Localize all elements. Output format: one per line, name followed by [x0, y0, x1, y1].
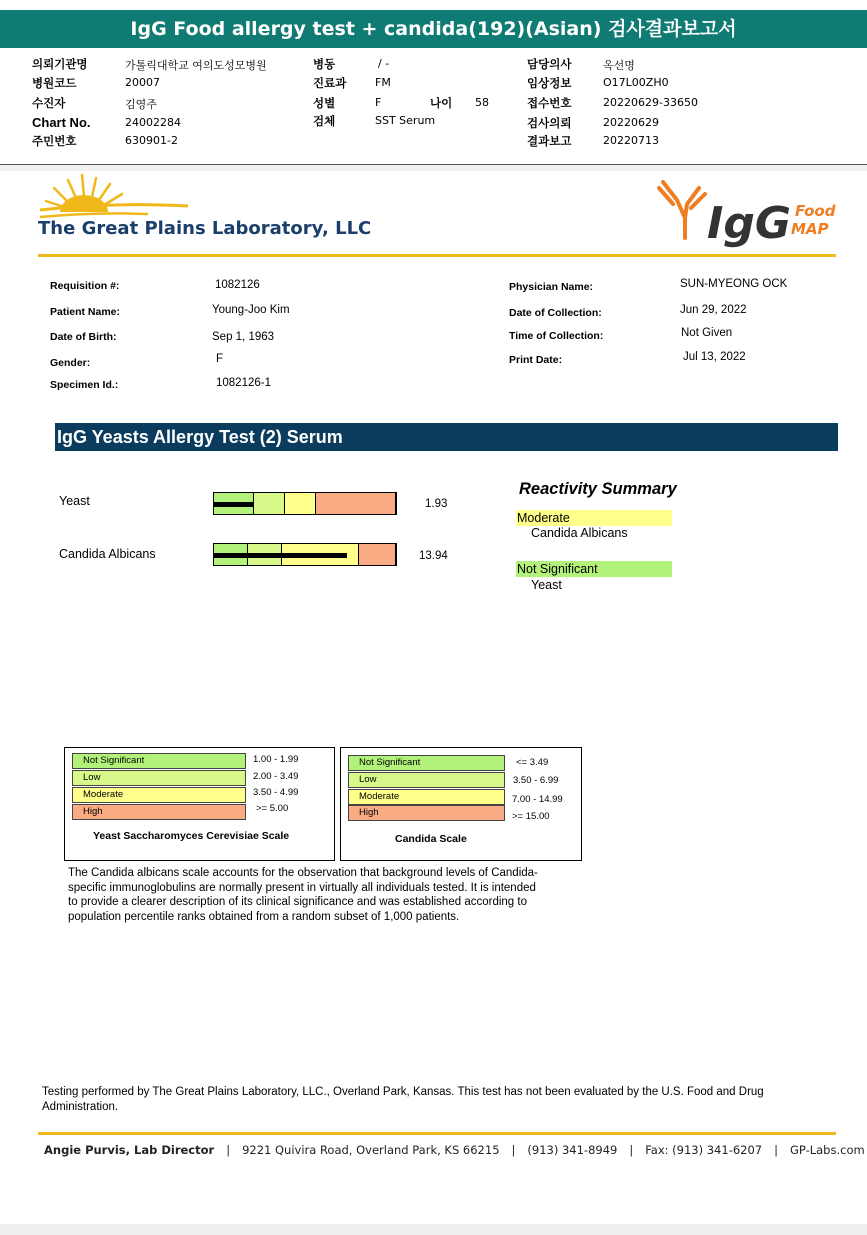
sex-value: F [375, 96, 382, 109]
print-date-value: Jul 13, 2022 [683, 351, 746, 363]
bar-seg-high [359, 544, 396, 565]
candida-scale-row: Not Significant [348, 755, 505, 771]
yeast-scale-row: Moderate [72, 787, 246, 803]
patient-kr-value: 김영주 [125, 98, 157, 111]
header-gap [0, 165, 867, 171]
specimen-id-label: Specimen Id.: [50, 379, 119, 391]
bar-seg-low [254, 493, 285, 514]
dept-value: FM [375, 76, 391, 89]
hospital-code-label: 병원코드 [32, 76, 77, 90]
requisition-label: Requisition #: [50, 280, 120, 292]
yeast-scale-row: Low [72, 770, 246, 786]
yeast-scale-range: 2.00 - 3.49 [253, 771, 299, 782]
candida-scale-range: 3.50 - 6.99 [513, 775, 559, 786]
result-fill-yeast [214, 502, 254, 507]
lab-name-logo-text: The Great Plains Laboratory, LLC [38, 218, 372, 239]
result-bar-yeast [213, 492, 397, 515]
clinical-info-label: 임상정보 [527, 76, 572, 90]
doctor-label: 담당의사 [527, 57, 572, 71]
result-value-candida: 13.94 [419, 550, 448, 562]
yeast-scale-range: 1.00 - 1.99 [253, 754, 299, 765]
report-title-bar: IgG Food allergy test + candida(192)(Asian) 검사결과보고서 [0, 10, 867, 48]
lab-footer [44, 1143, 865, 1157]
lab-director: Angie Purvis, Lab Director [44, 1143, 215, 1157]
doctor-value: 옥선명 [603, 59, 635, 72]
result-name-candida: Candida Albicans [59, 547, 156, 561]
specimen-kr-label: 검체 [313, 114, 336, 128]
footer-separator: | [226, 1143, 231, 1157]
footer-separator: | [511, 1143, 516, 1157]
requisition-value: 1082126 [215, 279, 260, 291]
lab-website-link[interactable]: GP-Labs.com [789, 1143, 865, 1157]
collection-time-label: Time of Collection: [509, 330, 604, 342]
footer-separator: | [774, 1143, 778, 1157]
report-date-value: 20220713 [603, 134, 659, 147]
patient-kr-label: 수진자 [32, 96, 66, 110]
resident-no-label: 주민번호 [32, 134, 77, 148]
lab-address: 9221 Quivira Road, Overland Park, KS 66215 [242, 1143, 500, 1157]
reactivity-summary-title: Reactivity Summary [519, 480, 677, 498]
logo-divider-line [38, 254, 836, 257]
summary-moderate-item: Candida Albicans [531, 526, 628, 540]
bar-seg-moderate [285, 493, 316, 514]
candida-scale-note: The Candida albicans scale accounts for the observation that background levels of Candida-specific immunoglobulins are normally present in virtually all individuals tested. It is intended to provide a clearer description of its clinical significance and was established according to population percentile ranks obtained from a random subset of 1,000 patients. [68, 867, 538, 923]
candida-scale-range: >= 15.00 [512, 811, 550, 822]
section-title: IgG Yeasts Allergy Test (2) Serum [55, 423, 838, 451]
yeast-scale-row: High [72, 804, 246, 820]
patient-name-label: Patient Name: [50, 306, 121, 318]
ward-label: 병동 [313, 57, 336, 71]
hospital-code-value: 20007 [125, 76, 160, 89]
ward-value: / - [378, 57, 390, 70]
candida-scale-range: 7.00 - 14.99 [512, 794, 563, 805]
institution-label: 의뢰기관명 [32, 57, 88, 71]
age-label: 나이 [430, 96, 453, 110]
lab-fax: Fax: (913) 341-6207 [645, 1143, 763, 1157]
collection-time-value: Not Given [681, 327, 733, 339]
sex-label: 성별 [313, 96, 336, 110]
report-date-label: 결과보고 [527, 134, 572, 148]
yeast-scale-range: >= 5.00 [256, 803, 289, 814]
dob-value: Sep 1, 1963 [212, 331, 275, 343]
svg-text:Food: Food [795, 202, 836, 220]
collection-date-value: Jun 29, 2022 [680, 304, 747, 316]
collection-date-label: Date of Collection: [509, 307, 602, 319]
institution-value: 가톨릭대학교 여의도성모병원 [125, 59, 267, 72]
gender-value: F [216, 353, 224, 365]
yeast-scale-legend [64, 747, 335, 861]
dept-label: 진료과 [313, 76, 347, 90]
age-value: 58 [475, 96, 489, 109]
summary-moderate-label: Moderate [516, 510, 672, 526]
print-date-label: Print Date: [509, 354, 563, 366]
candida-scale-row: Low [348, 772, 505, 788]
yeast-scale-title: Yeast Saccharomyces Cerevisiae Scale [93, 830, 290, 842]
receipt-no-value: 20220629-33650 [603, 96, 698, 109]
request-date-value: 20220629 [603, 116, 659, 129]
result-name-yeast: Yeast [59, 494, 90, 508]
igg-food-map-logo-icon [655, 178, 840, 248]
page-bottom-edge [0, 1224, 867, 1235]
result-value-yeast: 1.93 [425, 498, 448, 510]
candida-scale-row: Moderate [348, 789, 505, 805]
candida-scale-title: Candida Scale [395, 833, 467, 845]
chart-no-value: 24002284 [125, 116, 181, 129]
summary-not-significant-item: Yeast [531, 578, 562, 592]
specimen-kr-value: SST Serum [375, 114, 436, 127]
physician-label: Physician Name: [509, 281, 594, 293]
footer-divider-line [38, 1132, 836, 1135]
summary-not-significant-label: Not Significant [516, 561, 672, 577]
candida-scale-row: High [348, 805, 505, 821]
result-fill-candida [214, 553, 347, 558]
gender-label: Gender: [50, 357, 91, 369]
dob-label: Date of Birth: [50, 331, 117, 343]
patient-name-value: Young-Joo Kim [212, 304, 290, 316]
resident-no-value: 630901-2 [125, 134, 178, 147]
result-bar-candida [213, 543, 397, 566]
candida-scale-range: <= 3.49 [516, 757, 549, 768]
svg-text:IgG: IgG [707, 198, 791, 248]
bar-seg-high [316, 493, 396, 514]
footer-separator: | [629, 1143, 634, 1157]
specimen-id-value: 1082126-1 [216, 377, 271, 389]
receipt-no-label: 접수번호 [527, 96, 572, 110]
lab-phone: (913) 341-8949 [527, 1143, 618, 1157]
fda-disclaimer: Testing performed by The Great Plains Laboratory, LLC., Overland Park, Kansas. This test has not been evaluated by the U.S. Food and Drug Administration. [42, 1086, 764, 1113]
clinical-info-value: O17L00ZH0 [603, 76, 669, 89]
request-date-label: 검사의뢰 [527, 116, 572, 130]
yeast-scale-row: Not Significant [72, 753, 246, 769]
physician-value: SUN-MYEONG OCK [680, 278, 788, 290]
svg-text:MAP: MAP [791, 220, 829, 238]
candida-scale-legend [340, 747, 582, 861]
chart-no-label: Chart No. [32, 115, 91, 130]
korean-info-block [0, 52, 867, 162]
yeast-scale-range: 3.50 - 4.99 [253, 787, 299, 798]
